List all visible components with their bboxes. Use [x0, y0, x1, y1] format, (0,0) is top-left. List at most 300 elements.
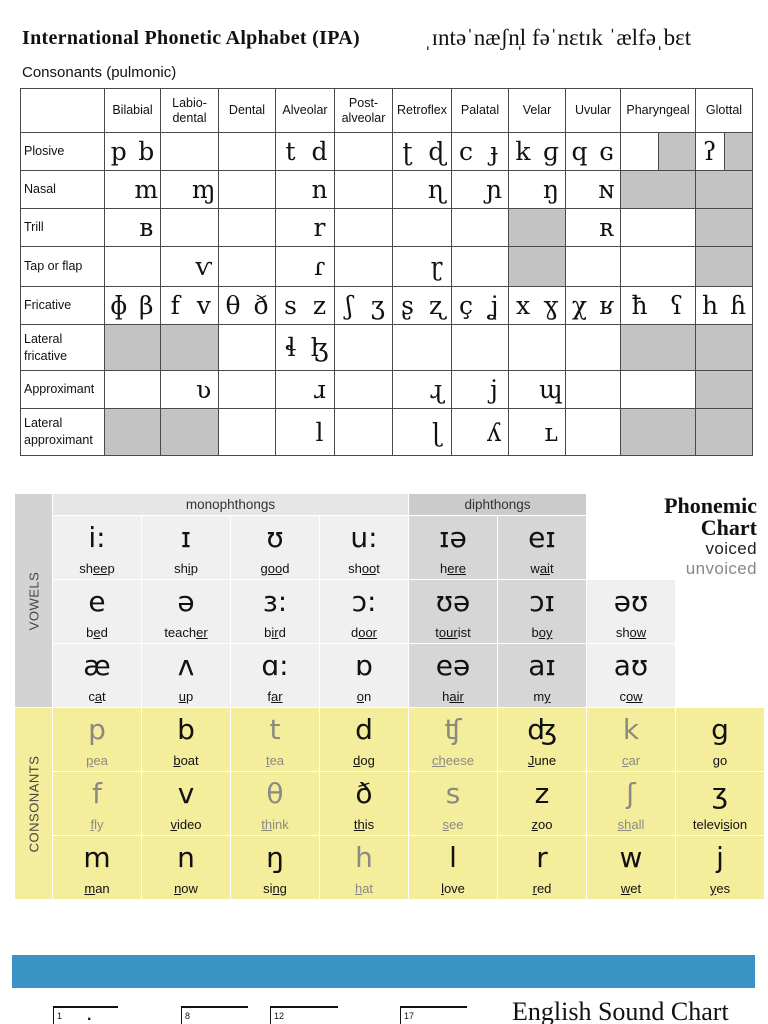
- phonemic-grid: [53, 516, 764, 899]
- voiceless-symbol: [335, 325, 364, 370]
- phoneme-symbol: ʒ: [711, 777, 729, 810]
- column-header: Glottal: [696, 89, 753, 133]
- voiceless-symbol: χ: [571, 291, 588, 320]
- voiceless-symbol: [452, 247, 480, 286]
- phonemic-title-line2: Chart: [700, 515, 757, 540]
- voiced-symbol: m: [134, 175, 159, 204]
- voiceless-symbol: [621, 209, 658, 246]
- keyword: [528, 753, 556, 769]
- consonant-cell: [161, 409, 219, 456]
- phoneme-symbol: l: [449, 841, 457, 874]
- consonant-phoneme-cell: [676, 836, 764, 899]
- column-header: Labio- dental: [161, 89, 219, 133]
- vowel-cell: [587, 644, 675, 707]
- keyword-part: ove: [443, 881, 465, 896]
- keyword: [621, 881, 641, 897]
- vowel-cell: [498, 644, 586, 707]
- voiced-symbol: v: [196, 291, 211, 320]
- keyword-sound: ch: [432, 753, 446, 768]
- box-number: 17: [404, 1011, 415, 1021]
- keyword-part: ar: [628, 753, 641, 768]
- voiceless-symbol: h: [701, 291, 719, 320]
- keyword-part: ed: [536, 881, 552, 896]
- voiceless-symbol: [509, 325, 537, 370]
- keyword-sound: J: [527, 753, 535, 768]
- voiceless-symbol: [276, 371, 305, 408]
- consonant-cell: [509, 133, 566, 171]
- column-header: Velar: [509, 89, 566, 133]
- consonant-cell: [696, 171, 753, 209]
- legend-voiced: voiced: [705, 539, 757, 558]
- blue-banner: [12, 955, 755, 988]
- keyword-part: oo: [538, 817, 553, 832]
- consonant-phoneme-cell: [676, 708, 764, 771]
- voiced-symbol: ʕ: [669, 291, 684, 320]
- voiceless-symbol: [452, 409, 480, 455]
- consonant-cell: [452, 287, 509, 325]
- keyword: [263, 881, 287, 897]
- vowel-cell: [53, 516, 141, 579]
- keyword-part: w: [530, 561, 540, 576]
- keyword-sound: ee: [93, 561, 108, 576]
- consonant-phoneme-cell: [142, 836, 230, 899]
- keyword: [440, 561, 466, 577]
- keyword-part: ow: [181, 881, 198, 896]
- keyword-part: h: [442, 689, 450, 704]
- voiced-symbol: [593, 409, 620, 455]
- keyword-sound: m: [84, 881, 96, 896]
- keyword-part: sh: [79, 561, 94, 576]
- consonant-cell: [335, 133, 393, 171]
- keyword-part: t: [102, 689, 106, 704]
- keyword-part: all: [631, 817, 645, 832]
- voiced-symbol: ʋ: [196, 375, 212, 404]
- voiceless-symbol: [452, 171, 480, 208]
- voiced-symbol: ʝ: [489, 291, 499, 320]
- consonant-phoneme-cell: [409, 836, 497, 899]
- title-transcription: ˌɪntəˈnæʃn̩l fəˈnɛtɪk ˈælfəˌbɛt: [424, 25, 692, 50]
- legend-unvoiced: unvoiced: [685, 559, 757, 578]
- keyword-part: t: [376, 561, 380, 576]
- phoneme-symbol: t: [269, 713, 281, 746]
- voiced-symbol: [364, 325, 393, 370]
- voiceless-symbol: f: [170, 291, 180, 320]
- keyword-sound: th: [261, 817, 273, 832]
- consonant-cell: [276, 247, 335, 287]
- keyword-part: d: [282, 561, 290, 576]
- voiced-symbol: [247, 209, 275, 246]
- keyword-part: ion: [729, 817, 748, 832]
- keyword-part: ideo: [176, 817, 202, 832]
- keyword-part: d: [278, 625, 286, 640]
- voiced-symbol: [133, 247, 161, 286]
- voiced-symbol: ɭ: [431, 417, 442, 447]
- consonant-cell: [566, 171, 621, 209]
- document-title: International Phonetic Alphabet (IPA): [22, 27, 360, 49]
- keyword-sound: h: [354, 881, 363, 896]
- keyword: [532, 625, 553, 641]
- voiceless-symbol: [509, 371, 537, 408]
- phoneme-symbol: s: [445, 777, 461, 810]
- keyword: [693, 817, 747, 833]
- voiced-symbol: [658, 209, 695, 246]
- voiced-symbol: ɱ: [191, 175, 216, 204]
- consonant-cell: [161, 171, 219, 209]
- consonant-cell: [276, 171, 335, 209]
- keyword-sound: sh: [617, 817, 632, 832]
- voiceless-symbol: [393, 247, 422, 286]
- keyword: [86, 753, 108, 769]
- keyword: [713, 753, 727, 769]
- keyword-part: si: [263, 881, 273, 896]
- voiceless-symbol: s: [284, 291, 297, 320]
- keyword-sound: u: [178, 689, 186, 704]
- voiceless-symbol: [566, 171, 593, 208]
- voiceless-symbol: [219, 371, 247, 408]
- phoneme-symbol: eə: [435, 649, 471, 682]
- consonant-cell: [452, 371, 509, 409]
- voiceless-symbol: [393, 409, 422, 455]
- voiced-symbol: ɮ: [310, 333, 329, 362]
- consonant-cell: [566, 371, 621, 409]
- phoneme-symbol: n: [177, 841, 195, 874]
- consonant-cell: [621, 409, 696, 456]
- keyword-sound: our: [438, 625, 458, 640]
- consonant-cell: [105, 133, 161, 171]
- keyword: [435, 625, 470, 641]
- voiceless-symbol: [219, 409, 247, 455]
- phoneme-symbol: ŋ: [266, 841, 284, 874]
- keyword: [442, 689, 464, 705]
- phoneme-symbol: z: [534, 777, 550, 810]
- vowel-cell: [498, 516, 586, 579]
- keyword-sound: w: [620, 881, 631, 896]
- phoneme-symbol: f: [92, 777, 102, 810]
- box-number: 8: [185, 1011, 191, 1021]
- consonant-cell: [276, 325, 335, 371]
- voiceless-symbol: [276, 171, 305, 208]
- keyword: [86, 625, 108, 641]
- column-header: Alveolar: [276, 89, 335, 133]
- table-corner: [21, 89, 105, 133]
- phoneme-symbol: m: [83, 841, 111, 874]
- keyword-sound: b: [173, 753, 181, 768]
- voiced-symbol: ʁ: [599, 291, 614, 320]
- voiceless-symbol: [276, 247, 305, 286]
- consonant-phoneme-cell: [231, 772, 319, 835]
- table-subtitle: Consonants (pulmonic): [22, 64, 177, 81]
- keyword-sound: d: [353, 753, 361, 768]
- keyword-part: ea: [93, 753, 108, 768]
- voiced-symbol: [480, 209, 508, 246]
- consonant-cell: [161, 371, 219, 409]
- consonant-cell: [509, 247, 566, 287]
- voiceless-symbol: [621, 247, 658, 286]
- voiced-symbol: ɲ: [485, 175, 503, 204]
- phoneme-symbol: ʃ: [626, 777, 636, 810]
- keyword: [261, 817, 288, 833]
- keyword-part: c: [619, 689, 626, 704]
- voiceless-symbol: c: [458, 137, 473, 166]
- keyword-part: ea: [269, 753, 285, 768]
- keyword: [90, 817, 103, 833]
- keyword-sound: y: [709, 881, 717, 896]
- voiced-symbol: ʙ: [139, 213, 154, 242]
- consonant-phoneme-cell: [498, 708, 586, 771]
- consonant-phoneme-cell: [587, 708, 675, 771]
- column-header: Pharyngeal: [621, 89, 696, 133]
- voiceless-symbol: [219, 171, 247, 208]
- voiced-symbol: ɢ: [599, 137, 614, 166]
- keyword-part: n: [364, 689, 372, 704]
- keyword: [432, 753, 474, 769]
- consonant-cell: [219, 371, 276, 409]
- keyword-part: d: [100, 625, 108, 640]
- keyword-sound: o: [356, 689, 364, 704]
- row-label: Fricative: [21, 287, 105, 325]
- voiceless-symbol: [452, 371, 480, 408]
- keyword: [533, 689, 550, 705]
- keyword-part: une: [534, 753, 557, 768]
- consonant-cell: [161, 247, 219, 287]
- number-box: [181, 1006, 248, 1024]
- consonant-cell: [393, 287, 452, 325]
- voiced-symbol: ɽ: [430, 252, 443, 281]
- diphthongs-header: diphthongs: [409, 494, 586, 515]
- voiceless-symbol: k: [515, 137, 531, 166]
- phoneme-symbol: ə: [177, 585, 195, 618]
- vowels-label-text: VOWELS: [26, 571, 41, 630]
- consonant-cell: [393, 325, 452, 371]
- consonant-cell: [566, 287, 621, 325]
- keyword: [88, 689, 105, 705]
- consonant-cell: [452, 325, 509, 371]
- vowel-cell: [409, 580, 497, 643]
- consonant-phoneme-cell: [498, 772, 586, 835]
- consonant-phoneme-cell: [231, 836, 319, 899]
- voiceless-symbol: ʃ: [345, 291, 353, 320]
- consonant-cell: [696, 133, 753, 171]
- phoneme-symbol: r: [536, 841, 548, 874]
- voiced-symbol: ð: [253, 291, 269, 320]
- consonant-cell: [335, 325, 393, 371]
- consonant-cell: [335, 171, 393, 209]
- voiced-symbol: [537, 325, 565, 370]
- consonants-section-label: [15, 708, 52, 899]
- voiced-symbol: j: [490, 375, 498, 404]
- consonant-phoneme-cell: [587, 772, 675, 835]
- keyword-sound: ir: [271, 625, 279, 640]
- phoneme-symbol: i:: [88, 521, 106, 554]
- phoneme-symbol: əʊ: [613, 585, 649, 618]
- keyword: [533, 881, 552, 897]
- voiceless-symbol: [161, 171, 190, 208]
- consonant-cell: [696, 371, 753, 409]
- keyword: [619, 689, 642, 705]
- keyword-sound: ow: [625, 689, 643, 704]
- phonemic-chart-title: [664, 495, 757, 579]
- phoneme-symbol: ʊ: [266, 521, 284, 554]
- consonant-cell: [105, 287, 161, 325]
- consonant-cell: [161, 133, 219, 171]
- keyword-sound: f: [90, 817, 95, 832]
- consonant-phoneme-cell: [53, 708, 141, 771]
- voiceless-symbol: [393, 209, 422, 246]
- keyword-part: ee: [449, 817, 464, 832]
- column-header: Palatal: [452, 89, 509, 133]
- phoneme-symbol: θ: [266, 777, 284, 810]
- keyword-sound: n: [174, 881, 182, 896]
- row-label: Tap or flap: [21, 247, 105, 287]
- keyword-part: televi: [692, 817, 724, 832]
- consonant-cell: [276, 287, 335, 325]
- voiced-symbol: ɟ: [490, 137, 498, 166]
- keyword: [618, 817, 645, 833]
- voiced-symbol: [422, 325, 451, 370]
- keyword-sound: ar: [271, 689, 283, 704]
- keyword-part: at: [362, 881, 374, 896]
- voiced-symbol: ɦ: [729, 291, 747, 320]
- voiced-symbol: ʒ: [370, 291, 385, 320]
- voiced-symbol: ʐ: [429, 291, 444, 320]
- consonant-phoneme-cell: [320, 708, 408, 771]
- voiced-symbol: ʎ: [486, 417, 502, 447]
- voiceless-symbol: ʈ: [402, 137, 413, 166]
- phoneme-symbol: ɑ:: [261, 649, 289, 682]
- voiced-symbol: [364, 371, 393, 408]
- consonant-cell: [161, 209, 219, 247]
- voiced-symbol: [364, 409, 393, 455]
- keyword-part: ist: [457, 625, 471, 640]
- consonant-cell: [105, 371, 161, 409]
- keyword-part: ink: [272, 817, 289, 832]
- voiceless-symbol: [621, 133, 658, 170]
- consonant-cell: [452, 133, 509, 171]
- keyword-part: p: [190, 561, 198, 576]
- voiceless-symbol: [393, 371, 422, 408]
- row-label: Trill: [21, 209, 105, 247]
- voiced-symbol: ɾ: [313, 252, 326, 281]
- keyword-sound: r: [532, 881, 537, 896]
- keyword-sound: a: [94, 689, 103, 704]
- voiceless-symbol: q: [571, 137, 588, 166]
- consonant-cell: [105, 325, 161, 371]
- keyword: [261, 561, 290, 577]
- keyword-sound: v: [170, 817, 177, 832]
- voiced-symbol: [658, 133, 696, 170]
- consonant-cell: [393, 371, 452, 409]
- consonant-cell: [219, 325, 276, 371]
- number-box: [270, 1006, 338, 1024]
- row-label: Plosive: [21, 133, 105, 171]
- consonant-cell: [621, 247, 696, 287]
- keyword: [173, 753, 198, 769]
- consonant-phoneme-cell: [409, 772, 497, 835]
- consonant-cell: [509, 209, 566, 247]
- monophthongs-header: monophthongs: [53, 494, 408, 515]
- english-sound-chart-title: English Sound Chart: [512, 998, 729, 1024]
- voiced-symbol: [190, 209, 219, 246]
- phoneme-symbol: ɔ:: [351, 585, 377, 618]
- voiced-symbol: [247, 133, 275, 170]
- keyword-part: b: [264, 625, 272, 640]
- consonant-cell: [696, 247, 753, 287]
- voiceless-symbol: [335, 247, 364, 286]
- voiced-symbol: ɡ: [542, 137, 559, 166]
- voiceless-symbol: [105, 171, 133, 208]
- phoneme-symbol: g: [711, 713, 729, 746]
- voiced-symbol: ⱱ: [195, 252, 213, 281]
- consonant-cell: [566, 133, 621, 171]
- voiceless-symbol: [452, 209, 480, 246]
- consonant-cell: [105, 409, 161, 456]
- voiceless-symbol: [161, 209, 190, 246]
- consonant-cell: [452, 409, 509, 456]
- consonant-cell: [219, 287, 276, 325]
- consonant-cell: [219, 171, 276, 209]
- phoneme-symbol: h: [355, 841, 373, 874]
- keyword: [84, 881, 109, 897]
- voiced-symbol: ɖ: [428, 137, 445, 166]
- keyword-sound: ere: [447, 561, 467, 576]
- consonant-phoneme-cell: [53, 836, 141, 899]
- voiceless-symbol: [393, 325, 422, 370]
- consonant-cell: [276, 409, 335, 456]
- phoneme-symbol: k: [622, 713, 640, 746]
- consonant-phoneme-cell: [53, 772, 141, 835]
- consonant-cell: [696, 209, 753, 247]
- keyword-sound: s: [723, 817, 730, 832]
- voiceless-symbol: [276, 409, 305, 455]
- vowel-cell: [142, 644, 230, 707]
- keyword-part: p: [107, 561, 115, 576]
- voiced-symbol: ɹ: [313, 375, 326, 404]
- voiced-symbol: [364, 209, 393, 246]
- voiceless-symbol: [566, 409, 593, 455]
- consonant-cell: [452, 209, 509, 247]
- keyword: [710, 881, 730, 897]
- phoneme-symbol: u:: [350, 521, 378, 554]
- row-label: Lateral fricative: [21, 325, 105, 371]
- keyword-sound: ng: [272, 881, 287, 896]
- consonant-cell: [335, 287, 393, 325]
- voiceless-symbol: [219, 325, 247, 370]
- voiceless-symbol: [566, 209, 593, 246]
- keyword: [355, 881, 373, 897]
- keyword: [267, 689, 282, 705]
- consonant-phoneme-cell: [320, 836, 408, 899]
- phoneme-symbol: b: [177, 713, 195, 746]
- voiced-symbol: [658, 371, 695, 408]
- column-header: Dental: [219, 89, 276, 133]
- voiceless-symbol: [105, 371, 133, 408]
- vowels-section-label: [15, 494, 52, 707]
- keyword-part: sh: [348, 561, 362, 576]
- consonant-phoneme-cell: [676, 772, 764, 835]
- phoneme-symbol: w: [619, 841, 643, 874]
- keyword-sound: z: [531, 817, 539, 832]
- keyword-part: et: [630, 881, 642, 896]
- vowel-cell: [142, 580, 230, 643]
- row-label: Approximant: [21, 371, 105, 409]
- voiced-symbol: [190, 133, 219, 170]
- voiced-symbol: [247, 371, 275, 408]
- consonant-cell: [696, 409, 753, 456]
- voiceless-symbol: [219, 209, 247, 246]
- consonant-cell: [219, 209, 276, 247]
- consonant-cell: [393, 209, 452, 247]
- consonant-cell: [335, 209, 393, 247]
